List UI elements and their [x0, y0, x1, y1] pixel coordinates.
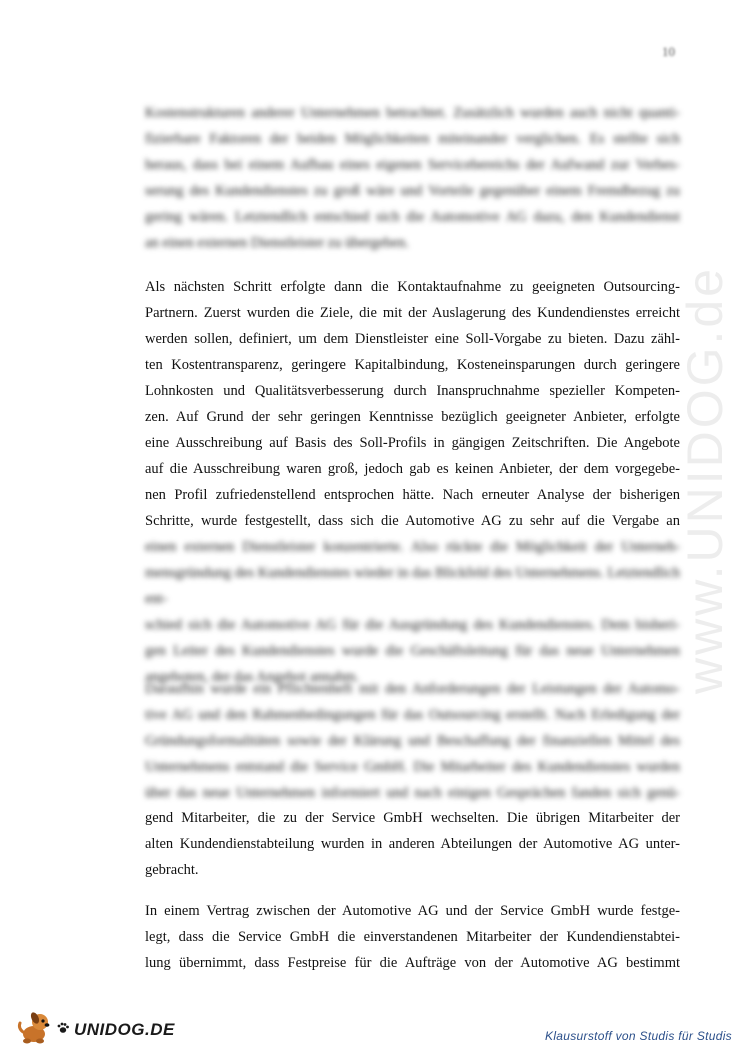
dog-icon — [16, 1008, 56, 1053]
text-line: auf die Ausschreibung waren groß, jedoch gab es keinen Anbieter, der dem vorgegebe- — [145, 461, 680, 477]
watermark: www.UNIDOG.de — [677, 266, 733, 694]
text-line: In einem Vertrag zwischen der Automotive AG und der Service GmbH wurde festge- — [145, 903, 680, 919]
text-line: gen Leiter des Kundendienstes wurde die Geschäftsleitung für das neue Unternehmen — [145, 643, 680, 659]
text-line: legt, dass die Service GmbH die einverstandenen Mitarbeiter der Kundendienstabtei- — [145, 929, 680, 945]
logo-text: UNIDOG.DE — [74, 1020, 175, 1039]
text-line: lung übernimmt, dass Festpreise für die Aufträge von der Automotive AG bestimmt — [145, 955, 680, 971]
unidog-logo[interactable] — [16, 1010, 175, 1050]
text-line: fizierbare Faktoren der beiden Möglichkeiten miteinander verglichen. Es stellte sich — [145, 131, 680, 147]
text-line: angeboten, der das Angebot annahm. — [145, 669, 360, 685]
paragraph-1-blurred — [145, 100, 680, 256]
text-line: werden sollen, definiert, um dem Dienstleister eine Soll-Vorgabe zu bieten. Dazu zähl- — [145, 331, 680, 347]
text-line: Kostenstrukturen anderer Unternehmen betrachtet. Zusätzlich wurden auch nicht quanti- — [145, 105, 680, 121]
text-line: Partnern. Zuerst wurden die Ziele, die mit der Auslagerung des Kundendienstes erreicht — [145, 305, 680, 321]
text-line: über das neue Unternehmen informiert und nach einigen Gesprächen fanden sich genü- — [145, 785, 680, 801]
text-line: an einen externen Dienstleister zu übergeben. — [145, 235, 409, 251]
text-line: gend Mitarbeiter, die zu der Service GmbH wechselten. Die übrigen Mitarbeiter der — [145, 810, 680, 826]
text-line: nen Profil zufriedenstellend entsprochen hätte. Nach erneuter Analyse der bisherigen — [145, 487, 680, 503]
paragraph-4 — [145, 898, 680, 976]
text-line: Lohnkosten und Qualitätsverbesserung durch Inanspruchnahme spezieller Kompeten- — [145, 383, 680, 399]
paw-icon — [56, 1021, 70, 1040]
text-line: Als nächsten Schritt erfolgte dann die Kontaktaufnahme zu geeigneten Outsourcing- — [145, 279, 680, 295]
paragraph-3 — [145, 805, 680, 883]
text-line: Daraufhin wurde ein Pflichtenheft mit den Anforderungen der Leistungen der Automo- — [145, 681, 680, 697]
text-line: alten Kundendienstabteilung wurden in anderen Abteilungen der Automotive AG unter- — [145, 836, 680, 852]
text-line: heraus, dass bei einem Aufbau eines eigenen Servicebereichs der Aufwand zur Verbes- — [145, 157, 680, 173]
text-line: Gründungsformalitäten sowie der Klärung und Beschaffung der finanziellen Mittel des — [145, 733, 680, 749]
text-line: gering wären. Letztendlich entschied sich die Automotive AG dazu, den Kundendienst — [145, 209, 680, 225]
text-line: serung des Kundendienstes zu groß wäre und Vorteile gegenüber einem Fremdbezug zu — [145, 183, 680, 199]
page-number: 10 — [662, 44, 675, 59]
text-line: zen. Auf Grund der sehr geringen Kenntnisse bezüglich geeigneter Anbieter, erfolgte — [145, 409, 680, 425]
text-line: Schritte, wurde festgestellt, dass sich die Automotive AG zu sehr auf die Vergabe an — [145, 513, 680, 529]
footer-tagline: Klausurstoff von Studis für Studis — [545, 1029, 732, 1043]
paragraph-2 — [145, 274, 680, 534]
paragraph-3-blurred — [145, 676, 680, 806]
text-line: tive AG und den Rahmenbedingungen für das Outsourcing erstellt. Nach Erledigung der — [145, 707, 680, 723]
text-line: gebracht. — [145, 862, 199, 878]
text-line: schied sich die Automotive AG für die Ausgründung des Kundendienstes. Dem bisheri- — [145, 617, 680, 633]
text-line: Unternehmens entstand die Service GmbH. Die Mitarbeiter des Kundendienstes wurden — [145, 759, 680, 775]
text-line: eine Ausschreibung auf Basis des Soll-Profils in gängigen Zeitschriften. Die Angebote — [145, 435, 680, 451]
paragraph-2-blurred — [145, 534, 680, 690]
text-line: einen externen Dienstleister konzentrierte. Also rückte die Möglichkeit der Unterneh- — [145, 539, 680, 555]
text-line: mensgründung des Kundendienstes wieder in das Blickfeld des Unternehmens. Letztendlich ent- — [145, 565, 680, 607]
text-line: ten Kostentransparenz, geringere Kapitalbindung, Kosteneinsparungen durch geringere — [145, 357, 680, 373]
